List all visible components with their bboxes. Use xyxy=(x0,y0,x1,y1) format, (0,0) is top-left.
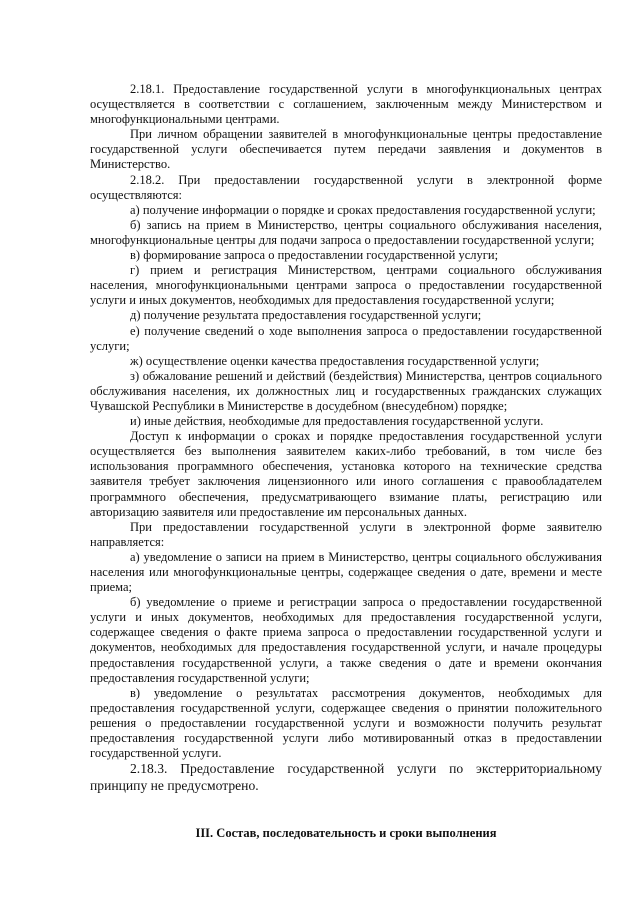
paragraph: Доступ к информации о сроках и порядке предоставления государственной услуги осуществляется без выполнения заявителем каких-либо требований, в том числе без использования программного обеспечения, установка которого на технические средства заявителя требует заключения лицензионного или иного соглашения с правообладателем программного обеспечения, предусматривающего взимание платы, регистрацию или авторизацию заявителя или предоставление им персональных данных. xyxy=(90,429,602,519)
list-item: ж) осуществление оценки качества предоставления государственной услуги; xyxy=(130,353,540,368)
section-heading: III. Состав, последовательность и сроки выполнения xyxy=(195,826,497,840)
list-item: б) уведомление о приеме и регистрации запроса о предоставлении государственной услуги и иных документов, необходимых для предоставления государственной услуги, содержащее сведения о факте приема запроса о предоставлении государственной услуги и документов, необходимых для предоставления государственной услуги, и начале процедуры предоставления государственной услуги, а также сведения о дате и времени окончания предоставления государственной услуги; xyxy=(90,595,602,685)
paragraph: При предоставлении государственной услуги в электронной форме заявителю направляется: xyxy=(90,519,602,549)
paragraph: При личном обращении заявителей в многофункциональные центры предоставление государственной услуги обеспечивается путем передачи заявления и документов в Министерство. xyxy=(90,127,602,172)
list-item: б) запись на прием в Министерство, центры социального обслуживания населения, многофункциональные центры для подачи запроса о предоставлении государственной услуги; xyxy=(90,217,602,247)
list-item: з) обжалование решений и действий (бездействия) Министерства, центров социального обслуживания населения, их должностных лиц и государственных гражданских служащих Чувашской Республики в Министерстве в досудебном (внесудебном) порядке; xyxy=(90,368,602,413)
list-item: а) получение информации о порядке и сроках предоставления государственной услуги; xyxy=(130,202,596,217)
list-item: г) прием и регистрация Министерством, центрами социального обслуживания населения, многофункциональными центрами запроса о предоставлении государственной услуги и иных документов, необходимых для предоставления государственной услуги; xyxy=(90,263,602,308)
paragraph: 2.18.2. При предоставлении государственной услуги в электронной форме осуществляются: xyxy=(90,172,602,202)
list-item: и) иные действия, необходимые для предоставления государственной услуги. xyxy=(130,414,544,429)
document-body xyxy=(90,82,602,795)
list-item: д) получение результата предоставления государственной услуги; xyxy=(130,308,482,323)
list-item: е) получение сведений о ходе выполнения запроса о предоставлении государственной услуги; xyxy=(90,323,602,353)
list-item: в) уведомление о результатах рассмотрения документов, необходимых для предоставления государственной услуги, содержащее сведения о принятии положительного решения о предоставлении государственной услуги и возможности получить результат предоставления государственной услуги либо мотивированный отказ в предоставлении государственной услуги. xyxy=(90,685,602,761)
paragraph: 2.18.1. Предоставление государственной услуги в многофункциональных центрах осуществляется в соответствии с соглашением, заключенным между Министерством и многофункциональными центрами. xyxy=(90,82,602,127)
final-paragraph: 2.18.3. Предоставление государственной услуги по экстерриториальному принципу не предусмотрено. xyxy=(90,761,602,794)
list-item: а) уведомление о записи на прием в Министерство, центры социального обслуживания населения или многофункциональные центры, содержащее сведения о дате, времени и месте приема; xyxy=(90,549,602,595)
list-item: в) формирование запроса о предоставлении государственной услуги; xyxy=(130,248,499,263)
